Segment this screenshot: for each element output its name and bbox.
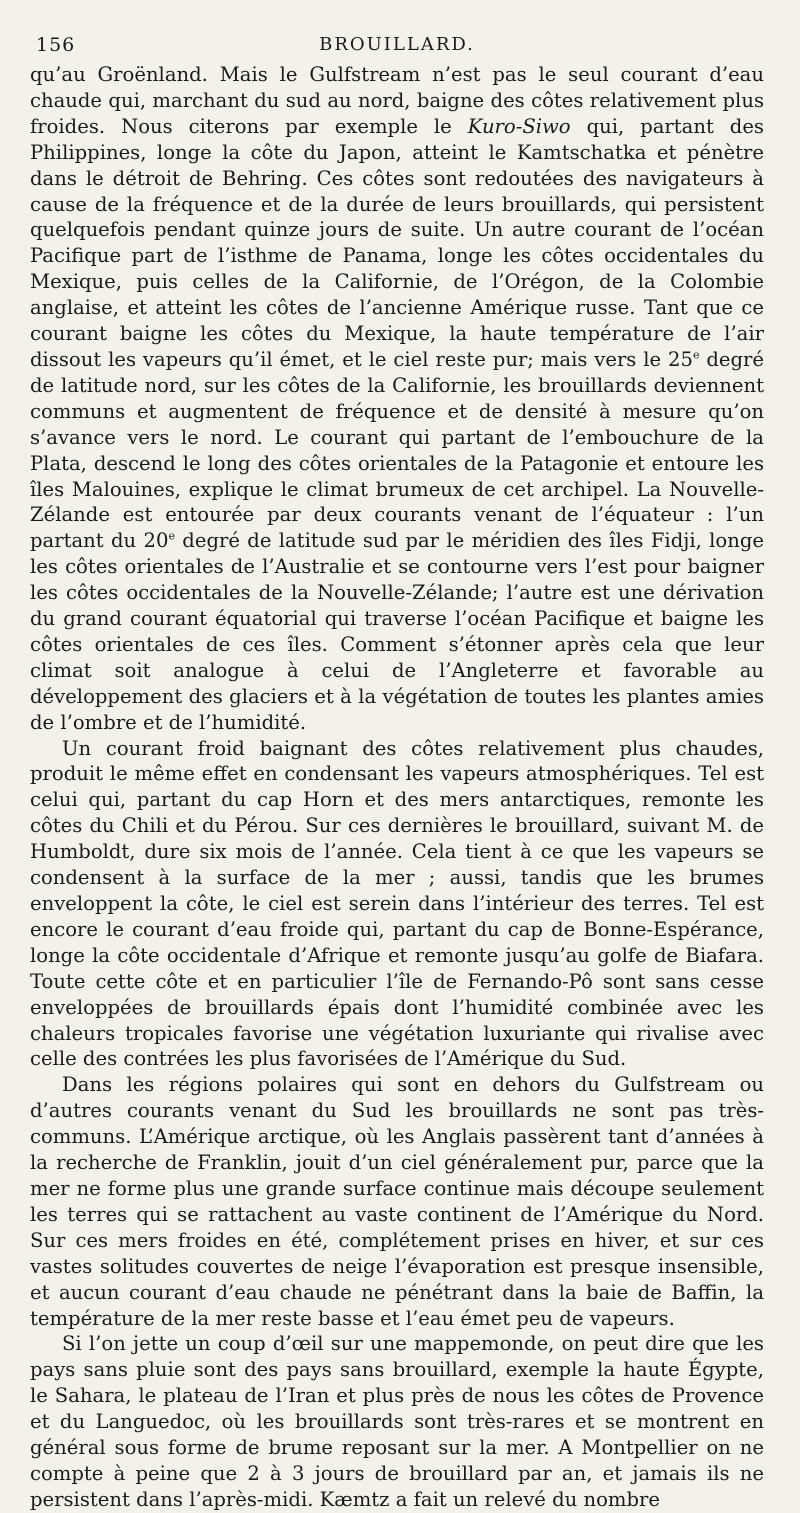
paragraph — [30, 1072, 764, 1331]
text-segment: Dans les régions polaires qui sont en dehors du Gulfstream ou d’autres courants venant du Sud les brouillards ne sont pas très-communs. L’Amérique arctique, où les Anglais passèrent tant d’années à la recherche de Franklin, jouit d’un ciel généralement pur, parce que la mer ne forme plus une grande surface continue mais découpe seulement les terres qui se rattachent au vaste continent de l’Amérique du Nord. Sur ces mers froides en été, complétement prises en hiver, et sur ces vastes solitudes couvertes de neige l’évaporation est presque insensible, et aucun courant d’eau chaude ne pénétrant dans la baie de Baffin, la température de la mer reste basse et l’eau émet peu de vapeurs. — [30, 1073, 764, 1330]
running-title: BROUILLARD. — [319, 34, 475, 55]
body-text — [30, 62, 764, 1513]
page-number: 156 — [36, 34, 76, 56]
text-segment: degré de latitude nord, sur les côtes de la Californie, les brouillards deviennent communs et augmentent de fréquence et de densité à mesure qu’on s’avance vers le nord. Le courant qui partant de l’embouchure de la Plata, descend le long des côtes orientales de la Patagonie et entoure les îles Malouines, explique le climat brumeux de cet archipel. La Nouvelle-Zélande est entourée par deux courants venant de l’équateur : l’un partant du 20 — [30, 347, 764, 553]
paragraph — [30, 1331, 764, 1512]
emphasis-text: Kuro-Siwo — [467, 114, 571, 138]
text-segment: qui, partant des Philippines, longe la côte du Japon, atteint le Kamtschatka et pénètre dans le détroit de Behring. Ces côtes sont redoutées des navigateurs à cause de la fréquence et de la durée de leurs brouillards, qui persistent quelquefois pendant quinze jours de suite. Un autre courant de l’océan Pacifique part de l’isthme de Panama, longe les côtes occidentales du Mexique, puis celles de la Californie, de l’Orégon, de la Colombie anglaise, et atteint les côtes de l’ancienne Amérique russe. Tant que ce courant baigne les côtes du Mexique, la haute température de l’air dissout les vapeurs qu’il émet, et le ciel reste pur; mais vers le 25 — [30, 114, 764, 371]
paragraph — [30, 62, 764, 736]
text-segment: Un courant froid baignant des côtes relativement plus chaudes, produit le même effet en condensant les vapeurs atmosphériques. Tel est celui qui, partant du cap Horn et des mers antarctiques, remonte les côtes du Chili et du Pérou. Sur ces dernières le brouillard, suivant M. de Humboldt, dure six mois de l’année. Cela tient à ce que les vapeurs se condensent à la surface de la mer ; aussi, tandis que les brumes enveloppent la côte, le ciel est serein dans l’intérieur des terres. Tel est encore le courant d’eau froide qui, partant du cap de Bonne-Espérance, longe la côte occidentale d’Afrique et remonte jusqu’au golfe de Biafara. Toute cette côte et en particulier l’île de Fernando-Pô sont sans cesse enveloppées de brouillards épais dont l’humidité combinée avec les chaleurs tropicales favorise une végétation luxuriante qui rivalise avec celle des contrées les plus favorisées de l’Amérique du Sud. — [30, 736, 764, 1071]
page-header — [30, 28, 764, 62]
text-segment: Si l’on jette un coup d’œil sur une mappemonde, on peut dire que les pays sans pluie sont des pays sans brouillard, exemple la haute Égypte, le Sahara, le plateau de l’Iran et plus près de nous les côtes de Provence et du Languedoc, où les brouillards sont très-rares et se montrent en général sous forme de brume reposant sur la mer. A Montpellier on ne compte à peine que 2 à 3 jours de brouillard par an, et jamais ils ne persistent dans l’après-midi. Kæmtz a fait un relevé du nombre — [30, 1332, 764, 1511]
text-segment: degré de latitude sud par le méridien des îles Fidji, longe les côtes orientales de l’Australie et se contourne vers l’est pour baigner les côtes occidentales de la Nouvelle-Zélande; l’autre est une dérivation du grand courant équatorial qui traverse l’océan Pacifique et baigne les côtes orientales de ces îles. Comment s’étonner après cela que leur climat soit analogue à celui de l’Angleterre et favorable au développement des glaciers et à la végétation de toutes les plantes amies de l’ombre et de l’humidité. — [30, 529, 764, 734]
text-segment: qu’au Groënland. Mais le Gulfstream n’est pas le seul courant d’eau chaude qui, marchant du sud au nord, baigne des côtes relativement plus froides. Nous citerons par exemple le — [30, 63, 764, 138]
superscript: e — [692, 348, 700, 362]
paragraph — [30, 736, 764, 1073]
superscript: e — [168, 529, 175, 543]
